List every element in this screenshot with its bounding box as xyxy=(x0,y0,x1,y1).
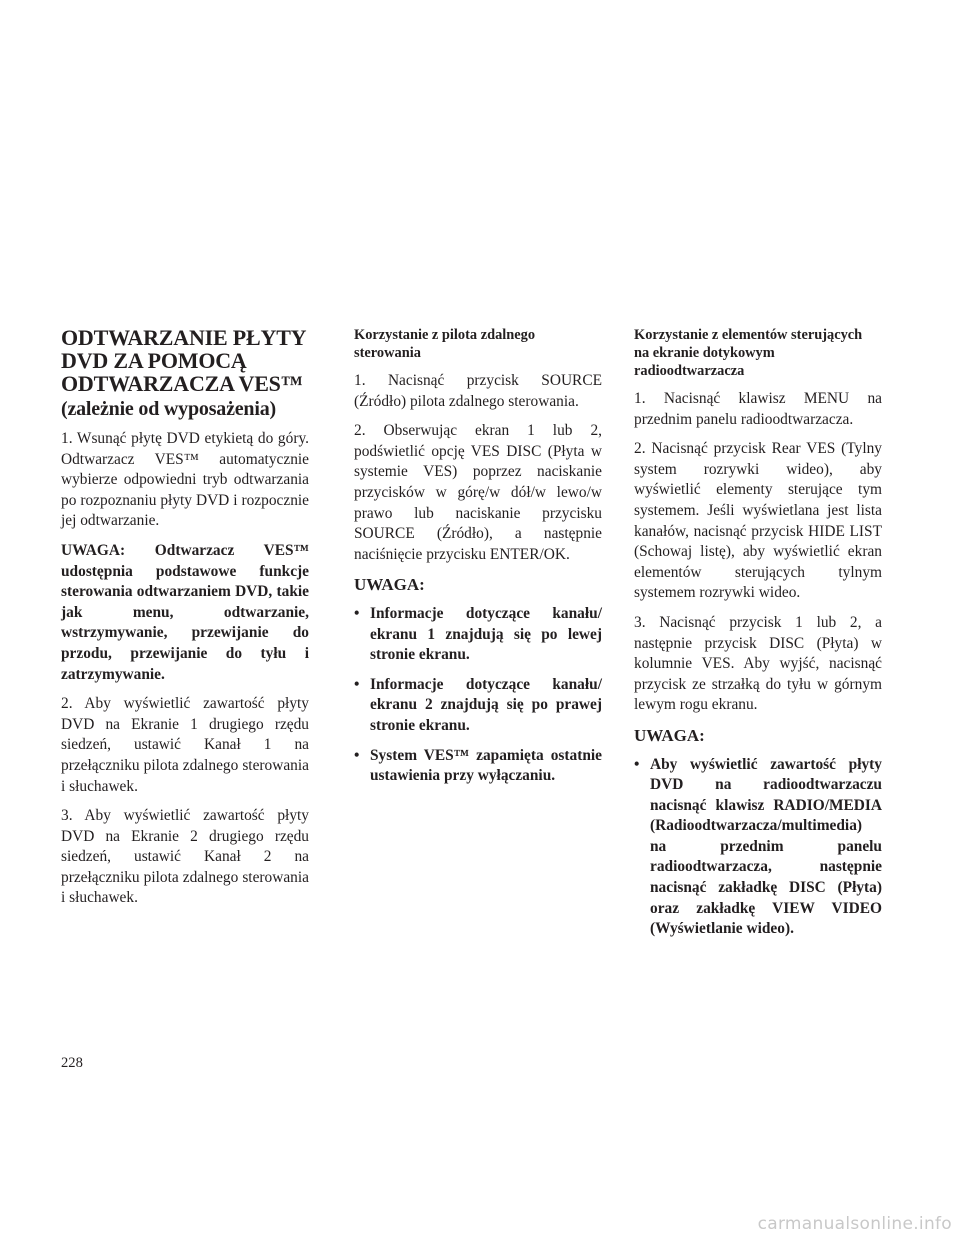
list-item xyxy=(634,755,882,940)
list-item-text: System VES™ zapamięta ostatnie ustawienia przy wyłączaniu. xyxy=(370,746,602,785)
paragraph-step-1: 1. Nacisnąć klawisz MENU na przednim panelu radioodtwarzacza. xyxy=(634,390,882,428)
subhead-line: Korzystanie z pilota zdalnego xyxy=(354,327,536,343)
paragraph-step-2: 2. Nacisnąć przycisk Rear VES (Tylny system rozrywki wideo), aby wyświetlić elementy sterujące tym systemem. Jeśli wyświetlana jest lista kanałów, nacisnąć przycisk HIDE LIST (Schowaj listę), aby wyświetlić ekran elementów sterujących tylnym systemem rozrywki wideo. xyxy=(634,440,882,602)
bullet-icon: • xyxy=(354,746,360,764)
subhead-remote-control xyxy=(354,326,602,362)
subhead-line: radioodtwarzacza xyxy=(634,363,745,379)
list-item xyxy=(354,604,602,666)
subhead-line: na ekranie dotykowym xyxy=(634,345,775,361)
paragraph-step-2: 2. Aby wyświetlić zawartość płyty DVD na Ekranie 1 drugiego rzędu siedzeń, ustawić Kanał 1 na przełączniku pilota zdalnego sterowania i słuchawek. xyxy=(61,695,309,795)
title-line: ODTWARZANIE PŁYTY xyxy=(61,325,307,350)
paragraph-step-1: 1. Nacisnąć przycisk SOURCE (Źródło) pilota zdalnego sterowania. xyxy=(354,372,602,410)
subhead-touchscreen-controls xyxy=(634,326,882,380)
note-heading: UWAGA: xyxy=(634,725,705,745)
column-2 xyxy=(354,326,602,796)
list-item-text: Informacje dotyczące kanału/ ekranu 2 znajdują się po prawej stronie ekranu. xyxy=(370,675,602,734)
column-3 xyxy=(634,326,882,949)
page-number: 228 xyxy=(61,1055,83,1071)
note-list xyxy=(634,755,882,940)
paragraph-step-3: 3. Nacisnąć przycisk 1 lub 2, a następnie przycisk DISC (Płyta) w kolumnie VES. Aby wyjść, nacisnąć przycisk ze strzałką do tyłu w górnym lewym rogu ekranu. xyxy=(634,613,882,714)
subhead-line: sterowania xyxy=(354,345,421,361)
list-item xyxy=(354,675,602,737)
list-item xyxy=(354,746,602,787)
watermark-text: carmanualsonline.info xyxy=(757,1214,952,1234)
title-subtitle: (zależnie od wyposażenia) xyxy=(61,398,276,420)
subhead-line: Korzystanie z elementów sterujących xyxy=(634,327,863,343)
bullet-icon: • xyxy=(354,604,360,622)
section-title xyxy=(61,326,309,421)
bullet-icon: • xyxy=(634,755,640,773)
note-list xyxy=(354,604,602,787)
column-1 xyxy=(61,326,309,918)
paragraph-step-3: 3. Aby wyświetlić zawartość płyty DVD na Ekranie 2 drugiego rzędu siedzeń, ustawić Kanał 2 na przełączniku pilota zdalnego sterowania i słuchawek. xyxy=(61,807,309,907)
title-line: ODTWARZACZA VES™ xyxy=(61,371,303,396)
bullet-icon: • xyxy=(354,675,360,693)
note-heading: UWAGA: xyxy=(354,575,425,595)
list-item-text: Aby wyświetlić zawartość płyty DVD na radioodtwarzaczu nacisnąć klawisz RADIO/MEDIA (Radioodtwarzacza/multimedia) na przednim panelu radioodtwarzacza, następnie nacisnąć zakładkę DISC (Płyta) oraz zakładkę VIEW VIDEO (Wyświetlanie wideo). xyxy=(650,755,882,938)
paragraph-step-1: 1. Wsunąć płytę DVD etykietą do góry. Odtwarzacz VES™ automatycznie wybierze odpowiedni tryb odtwarzania po rozpoznaniu płyty DVD i rozpocznie jej odtwarzanie. xyxy=(61,430,309,530)
paragraph-step-2: 2. Obserwując ekran 1 lub 2, podświetlić opcję VES DISC (Płyta w systemie VES) poprzez naciskanie przycisków w górę/w dół/w lewo/w prawo lub naciskanie przycisku SOURCE (Źródło), a następnie naciśnięcie przycisku ENTER/OK. xyxy=(354,422,602,563)
note-paragraph: UWAGA: Odtwarzacz VES™ udostępnia podstawowe funkcje sterowania odtwarzaniem DVD, takie jak menu, odtwarzanie, wstrzymywanie, przewijanie do przodu, przewijanie do tyłu i zatrzymywanie. xyxy=(61,541,309,683)
list-item-text: Informacje dotyczące kanału/ ekranu 1 znajdują się po lewej stronie ekranu. xyxy=(370,604,602,664)
title-line: DVD ZA POMOCĄ xyxy=(61,348,247,373)
